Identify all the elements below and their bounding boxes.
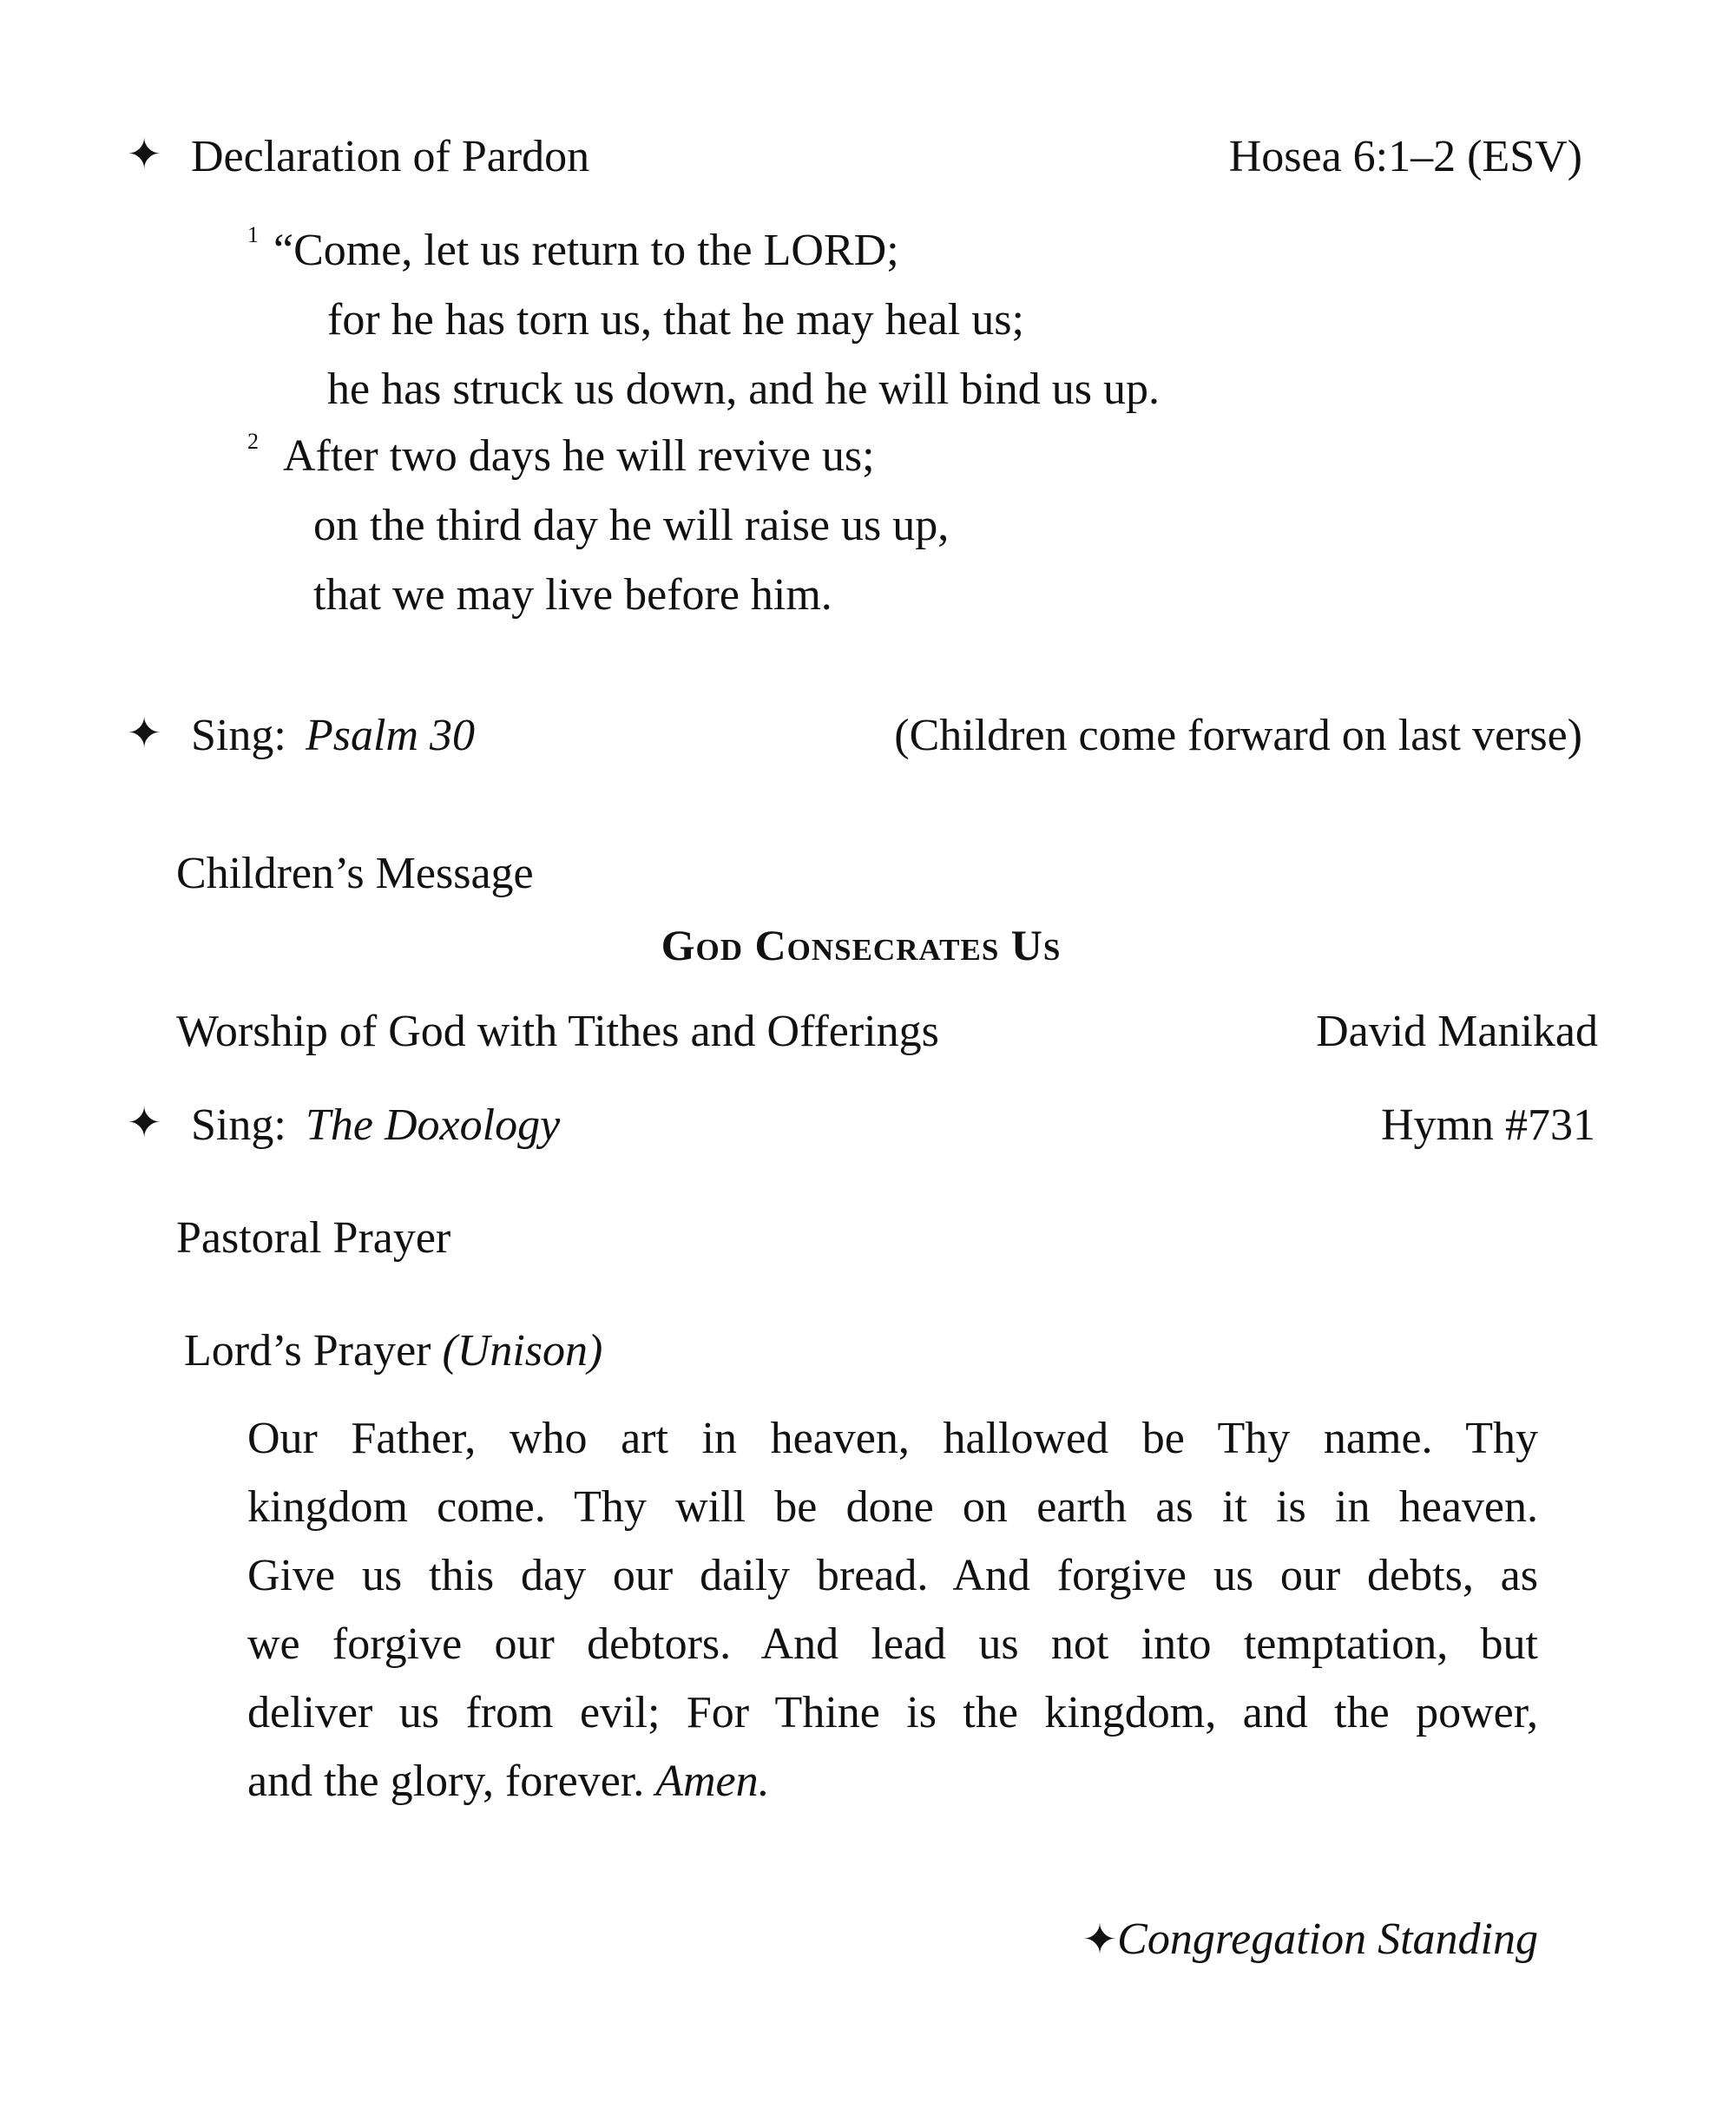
prayer-line	[247, 1759, 1538, 1804]
sing-label: Sing:	[191, 1100, 286, 1150]
verse-line: that we may live before him.	[313, 570, 832, 620]
psalm-note: (Children come forward on last verse)	[894, 711, 1582, 760]
lords-prayer-note: (Unison)	[442, 1326, 603, 1376]
childrens-message: Children’s Message	[176, 849, 534, 898]
offering-person: David Manikad	[1316, 1007, 1598, 1056]
footer-text: Congregation Standing	[1117, 1914, 1538, 1964]
verse-line: on the third day he will raise us up,	[313, 501, 950, 550]
lords-prayer-label: Lord’s Prayer	[184, 1326, 431, 1376]
prayer-line: deliver us from evil; For Thine is the kingdom, and the power,	[247, 1688, 1538, 1737]
star-icon: ✦	[127, 132, 162, 178]
verse-line: for he has torn us, that he may heal us;	[327, 295, 1024, 345]
prayer-line: kingdom come. Thy will be done on earth as it is in heaven.	[247, 1482, 1538, 1532]
star-icon: ✦	[1082, 1917, 1118, 1963]
prayer-line: we forgive our debtors. And lead us not into temptation, but	[247, 1619, 1538, 1669]
pastoral-prayer: Pastoral Prayer	[176, 1213, 451, 1263]
congregation-standing-note	[1082, 1914, 1538, 1964]
verse-number: 2	[247, 429, 259, 454]
prayer-last-line: and the glory, forever.	[247, 1757, 645, 1806]
verse-number: 1	[247, 222, 259, 247]
scripture-reference: Hosea 6:1–2 (ESV)	[1228, 132, 1582, 181]
hymn-number: Hymn #731	[1381, 1100, 1595, 1150]
star-icon: ✦	[127, 711, 162, 757]
offering-label: Worship of God with Tithes and Offerings	[176, 1007, 939, 1056]
verse-line: “Come, let us return to the LORD;	[273, 226, 899, 275]
doxology-title: The Doxology	[306, 1100, 561, 1150]
star-icon: ✦	[127, 1100, 162, 1146]
psalm-title: Psalm 30	[306, 711, 475, 760]
verse-line: After two days he will revive us;	[283, 431, 875, 481]
prayer-line: Our Father, who art in heaven, hallowed be Thy name. Thy	[247, 1414, 1538, 1463]
prayer-amen: Amen.	[655, 1757, 770, 1806]
section-heading: God Consecrates Us	[661, 921, 1062, 969]
lords-prayer-heading	[184, 1326, 603, 1376]
verse-line: he has struck us down, and he will bind us up.	[327, 364, 1161, 414]
sing-label: Sing:	[191, 711, 286, 760]
prayer-line: Give us this day our daily bread. And forgive us our debts, as	[247, 1551, 1538, 1600]
declaration-title: Declaration of Pardon	[191, 132, 590, 181]
